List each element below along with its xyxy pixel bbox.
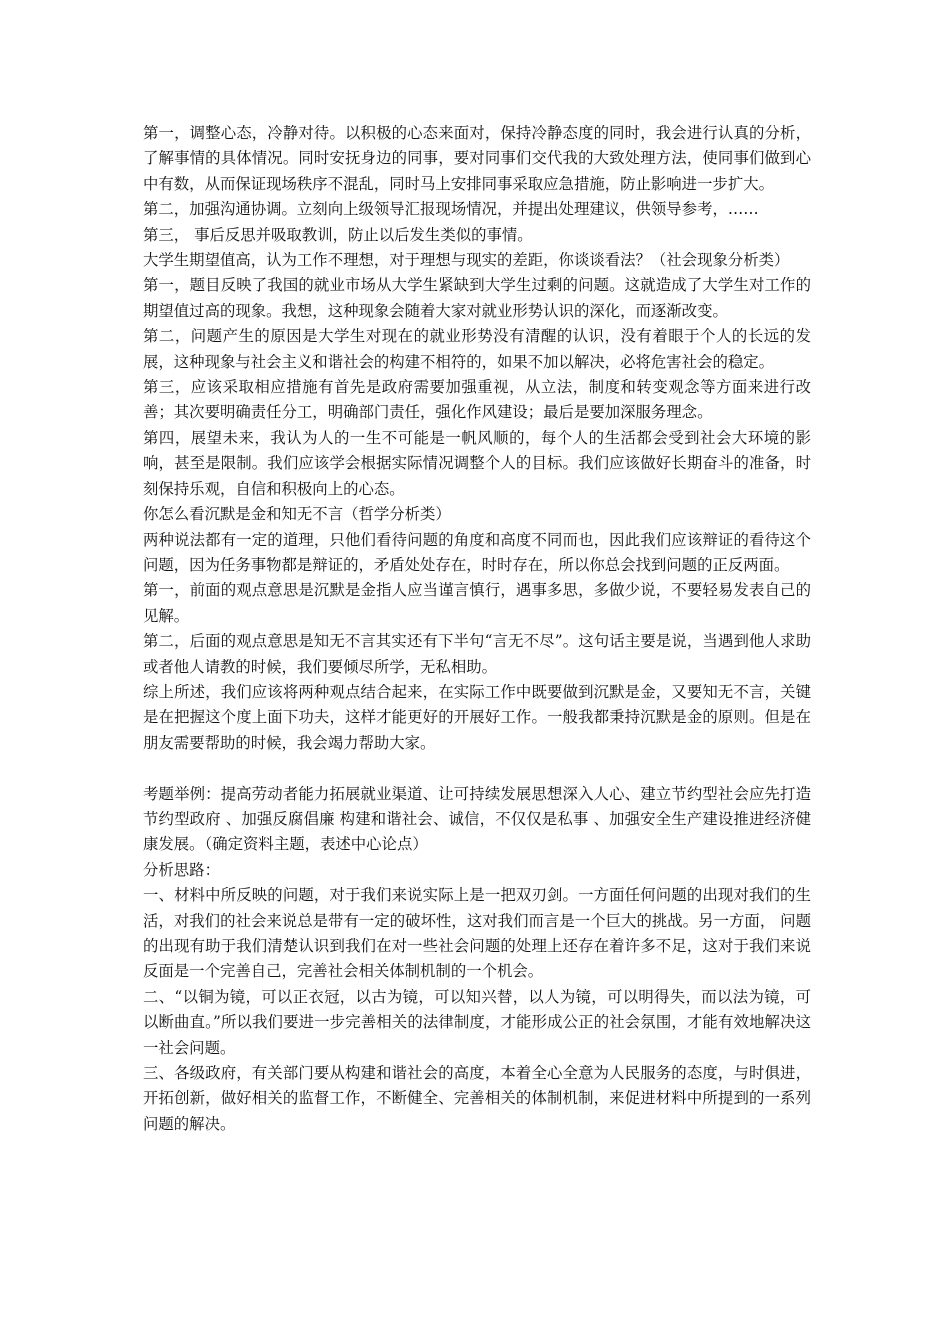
paragraph: 一、材料中所反映的问题，对于我们来说实际上是一把双刃剑。一方面任何问题的出现对我们的生活，对我们的社会来说总是带有一定的破坏性，这对我们而言是一个巨大的挑战。另一方面， 问题的出现有助于我们清楚认识到我们在对一些社会问题的处理上还存在着许多不足，这对于我们来说反面是一个完善自己，完善社会相关体制机制的一个机会。 [143,886,811,981]
paragraph: 第一，题目反映了我国的就业市场从大学生紧缺到大学生过剩的问题。这就造成了大学生对工作的期望值过高的现象。我想，这种现象会随着大家对就业形势认识的深化，而逐渐改变。 [143,276,811,320]
paragraph: 第三， 事后反思并吸取教训，防止以后发生类似的事情。 [143,225,533,244]
blank-line [143,756,811,781]
question-heading: 你怎么看沉默是金和知无不言（哲学分析类） [143,505,451,524]
paragraph: 三、各级政府，有关部门要从构建和谐社会的高度，本着全心全意为人民服务的态度，与时俱进，开拓创新，做好相关的监督工作，不断健全、完善相关的体制机制，来促进材料中所提到的一系列问题的解决。 [143,1064,811,1133]
paragraph: 二、“以铜为镜，可以正衣冠，以古为镜，可以知兴替，以人为镜，可以明得失，而以法为镜，可以断曲直。”所以我们要进一步完善相关的法律制度，才能形成公正的社会氛围，才能有效地解决这一社会问题。 [143,987,811,1057]
paragraph: 第二，后面的观点意思是知无不言其实还有下半句“言无不尽”。这句话主要是说，当遇到他人求助或者他人请教的时候，我们要倾尽所学，无私相助。 [143,632,811,676]
paragraph: 第二，问题产生的原因是大学生对现在的就业形势没有清醒的认识，没有着眼于个人的长远的发展，这种现象与社会主义和谐社会的构建不相符的，如果不加以解决，必将危害社会的稳定。 [143,327,811,371]
question-heading: 大学生期望值高，认为工作不理想，对于理想与现实的差距，你谈谈看法？（社会现象分析类） [143,251,790,270]
paragraph: 综上所述，我们应该将两种观点结合起来，在实际工作中既要做到沉默是金，又要知无不言，关键是在把握这个度上面下功夫，这样才能更好的开展好工作。一般我都秉持沉默是金的原则。但是在朋友需要帮助的时候，我会竭力帮助大家。 [143,682,811,752]
paragraph: 第二，加强沟通协调。立刻向上级领导汇报现场情况，并提出处理建议，供领导参考，…… [143,200,759,219]
exam-example: 考题举例：提高劳动者能力拓展就业渠道、让可持续发展思想深入人心、建立节约型社会应先打造节约型政府 、加强反腐倡廉 构建和谐社会、诚信，不仅仅是私事 、加强安全生产建设推进经济健康发展。（确定资料主题，表述中心论点） [143,784,811,854]
paragraph: 两种说法都有一定的道理，只他们看待问题的角度和高度不同而也，因此我们应该辩证的看待这个问题，因为任务事物都是辩证的，矛盾处处存在，时时存在，所以你总会找到问题的正反两面。 [143,530,811,574]
section-label: 分析思路： [143,860,220,879]
paragraph: 第三，应该采取相应措施有首先是政府需要加强重视，从立法，制度和转变观念等方面来进行改善；其次要明确责任分工，明确部门责任，强化作风建设；最后是要加深服务理念。 [143,378,811,422]
paragraph: 第一，调整心态，冷静对待。以积极的心态来面对，保持冷静态度的同时，我会进行认真的分析，了解事情的具体情况。同时安抚身边的同事，要对同事们交代我的大致处理方法，使同事们做到心中有数，从而保证现场秩序不混乱，同时马上安排同事采取应急措施，防止影响进一步扩大。 [143,124,811,193]
paragraph: 第四，展望未来，我认为人的一生不可能是一帆风顺的，每个人的生活都会受到社会大环境的影响，甚至是限制。我们应该学会根据实际情况调整个人的目标。我们应该做好长期奋斗的准备，时刻保持乐观，自信和积极向上的心态。 [143,428,811,498]
document-body [143,121,811,1137]
paragraph: 第一，前面的观点意思是沉默是金指人应当谨言慎行，遇事多思，多做少说，不要轻易发表自己的见解。 [143,581,811,625]
